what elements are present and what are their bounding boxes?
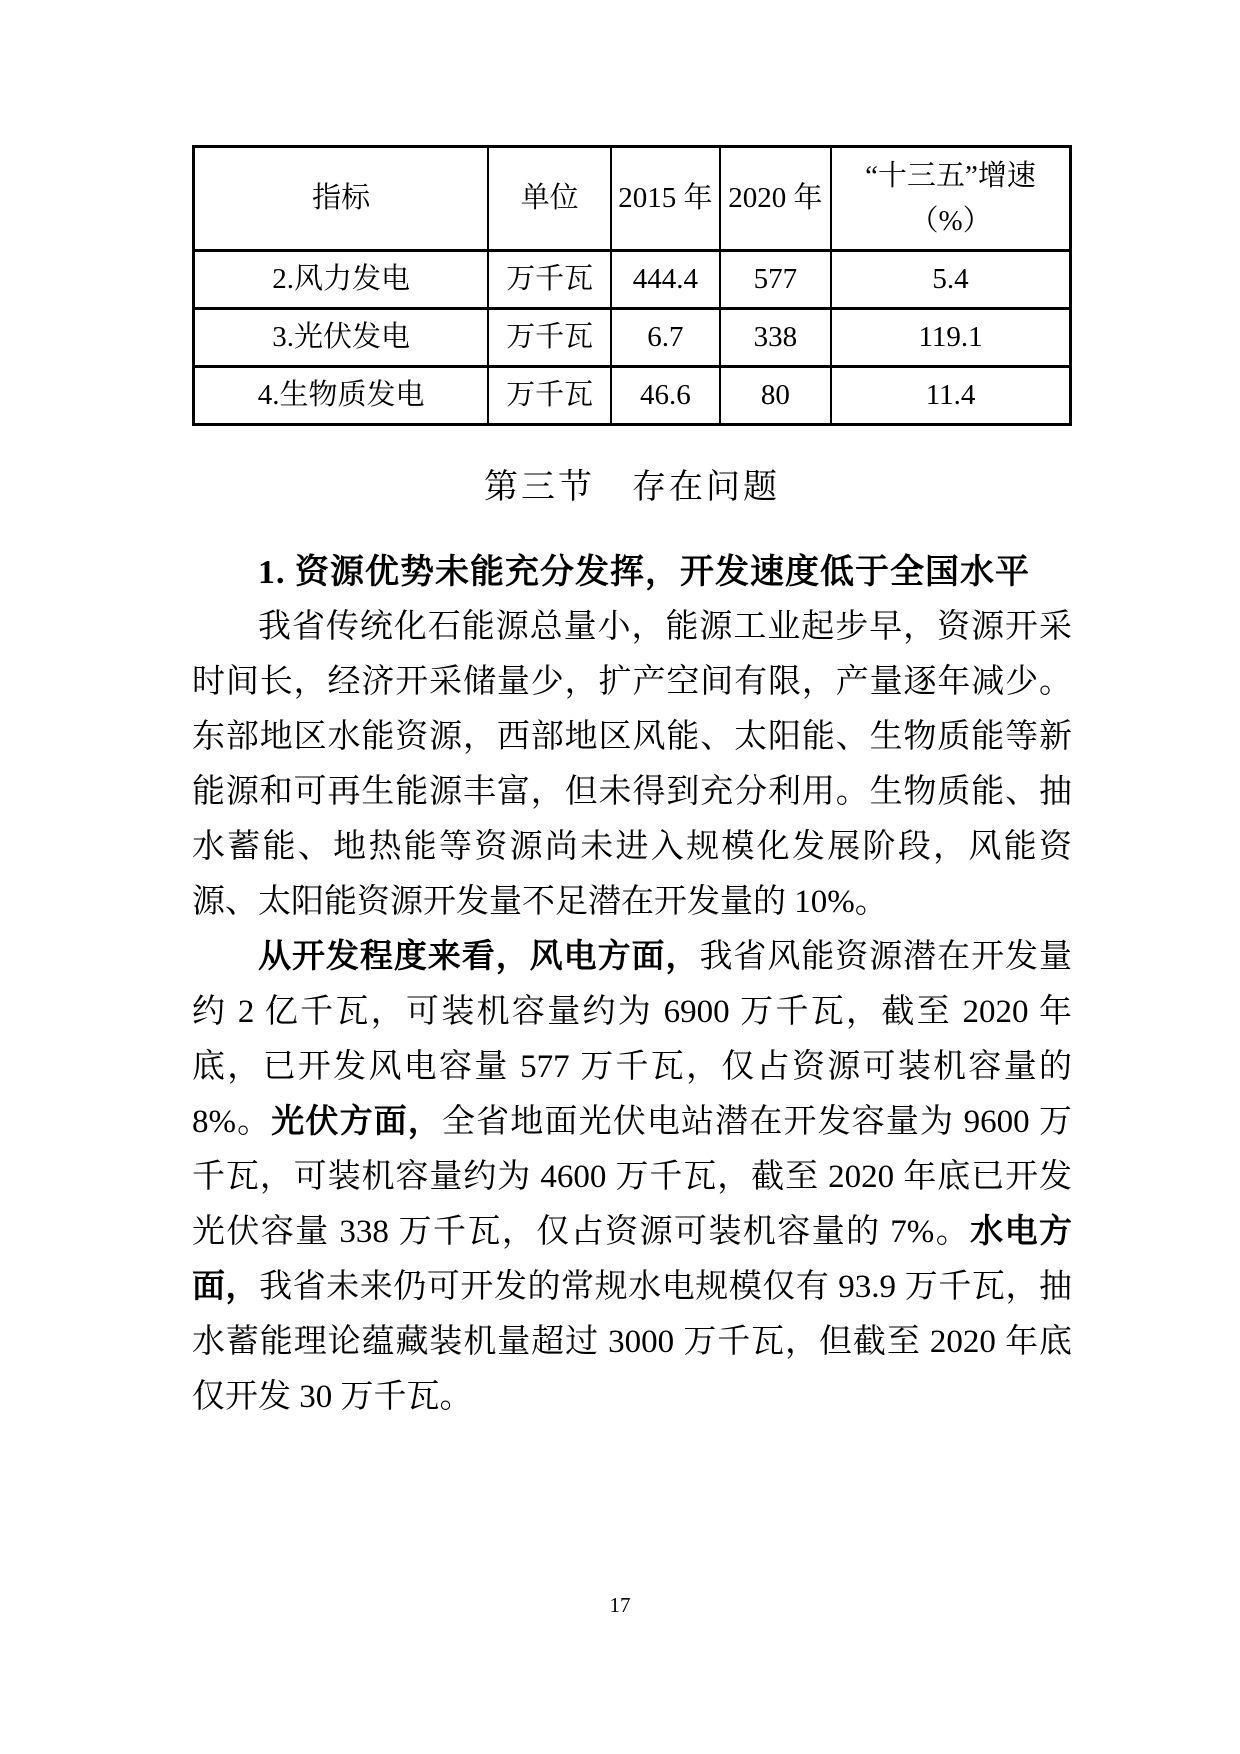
run-wind-lead: 从开发程度来看，风电方面，: [258, 939, 700, 975]
run-pv-body: 全省地面光伏电站潜在开发容量为 9600 万千瓦，可装机容量约为 4600 万千瓦，截至 2020 年底已开发光伏容量 338 万千瓦，仅占资源可装机容量的 7%。: [192, 1104, 1072, 1250]
section-title: 第三节 存在问题: [484, 469, 780, 506]
table-cell: 5.4: [831, 251, 1070, 309]
paragraph-resource-overview: 我省传统化石能源总量小，能源工业起步早，资源开采时间长，经济开采储量少，扩产空间有限，产量逐年减少。东部地区水能资源，西部地区风能、太阳能、生物质能等新能源和可再生能源丰富，但未得到充分利用。生物质能、抽水蓄能、地热能等资源尚未进入规模化发展阶段，风能资源、太阳能资源开发量不足潜在开发量的 10%。: [192, 609, 1072, 920]
page-content: [192, 145, 1072, 1425]
table-row: [194, 309, 1071, 367]
table-header-2020: 2020 年: [720, 147, 831, 251]
table-header-unit: 单位: [488, 147, 611, 251]
table-row: [194, 251, 1071, 309]
table-header-indicator: 指标: [194, 147, 489, 251]
run-hydro-lead: 水电方面，: [192, 1214, 1073, 1305]
run-wind-body: 我省风能资源潜在开发量约 2 亿千瓦，可装机容量约为 6900 万千瓦，截至 2020 年底，已开发风电容量 577 万千瓦，仅占资源可装机容量的 8%。: [192, 939, 1073, 1140]
table-cell: 万千瓦: [488, 367, 611, 425]
subsection-heading: 1. 资源优势未能充分发挥，开发速度低于全国水平: [258, 554, 1030, 591]
table-header-2015: 2015 年: [611, 147, 720, 251]
table-cell: 11.4: [831, 367, 1070, 425]
table-header-growth-line2: （%）: [909, 204, 992, 237]
run-hydro-body: 我省未来仍可开发的常规水电规模仅有 93.9 万千瓦，抽水蓄能理论蕴藏装机量超过 3000 万千瓦，但截至 2020 年底仅开发 30 万千瓦。: [192, 1269, 1073, 1415]
table-header-growth-line1: “十三五”增速: [865, 159, 1036, 192]
table-cell: 119.1: [831, 309, 1070, 367]
table-header-growth: [831, 147, 1070, 251]
table-cell: 338: [720, 309, 831, 367]
paragraph-development-status: [192, 930, 1072, 1425]
run-pv-lead: 光伏方面，: [271, 1104, 443, 1140]
table-cell: 6.7: [611, 309, 720, 367]
table-cell: 444.4: [611, 251, 720, 309]
indicator-table: [192, 145, 1072, 426]
table-cell: 2.风力发电: [194, 251, 489, 309]
table-cell: 80: [720, 367, 831, 425]
table-cell: 万千瓦: [488, 309, 611, 367]
page-number: 17: [609, 1593, 631, 1617]
table-cell: 4.生物质发电: [194, 367, 489, 425]
table-cell: 577: [720, 251, 831, 309]
table-row: [194, 367, 1071, 425]
table-header-row: [194, 147, 1071, 251]
table-cell: 46.6: [611, 367, 720, 425]
table-cell: 万千瓦: [488, 251, 611, 309]
table-cell: 3.光伏发电: [194, 309, 489, 367]
